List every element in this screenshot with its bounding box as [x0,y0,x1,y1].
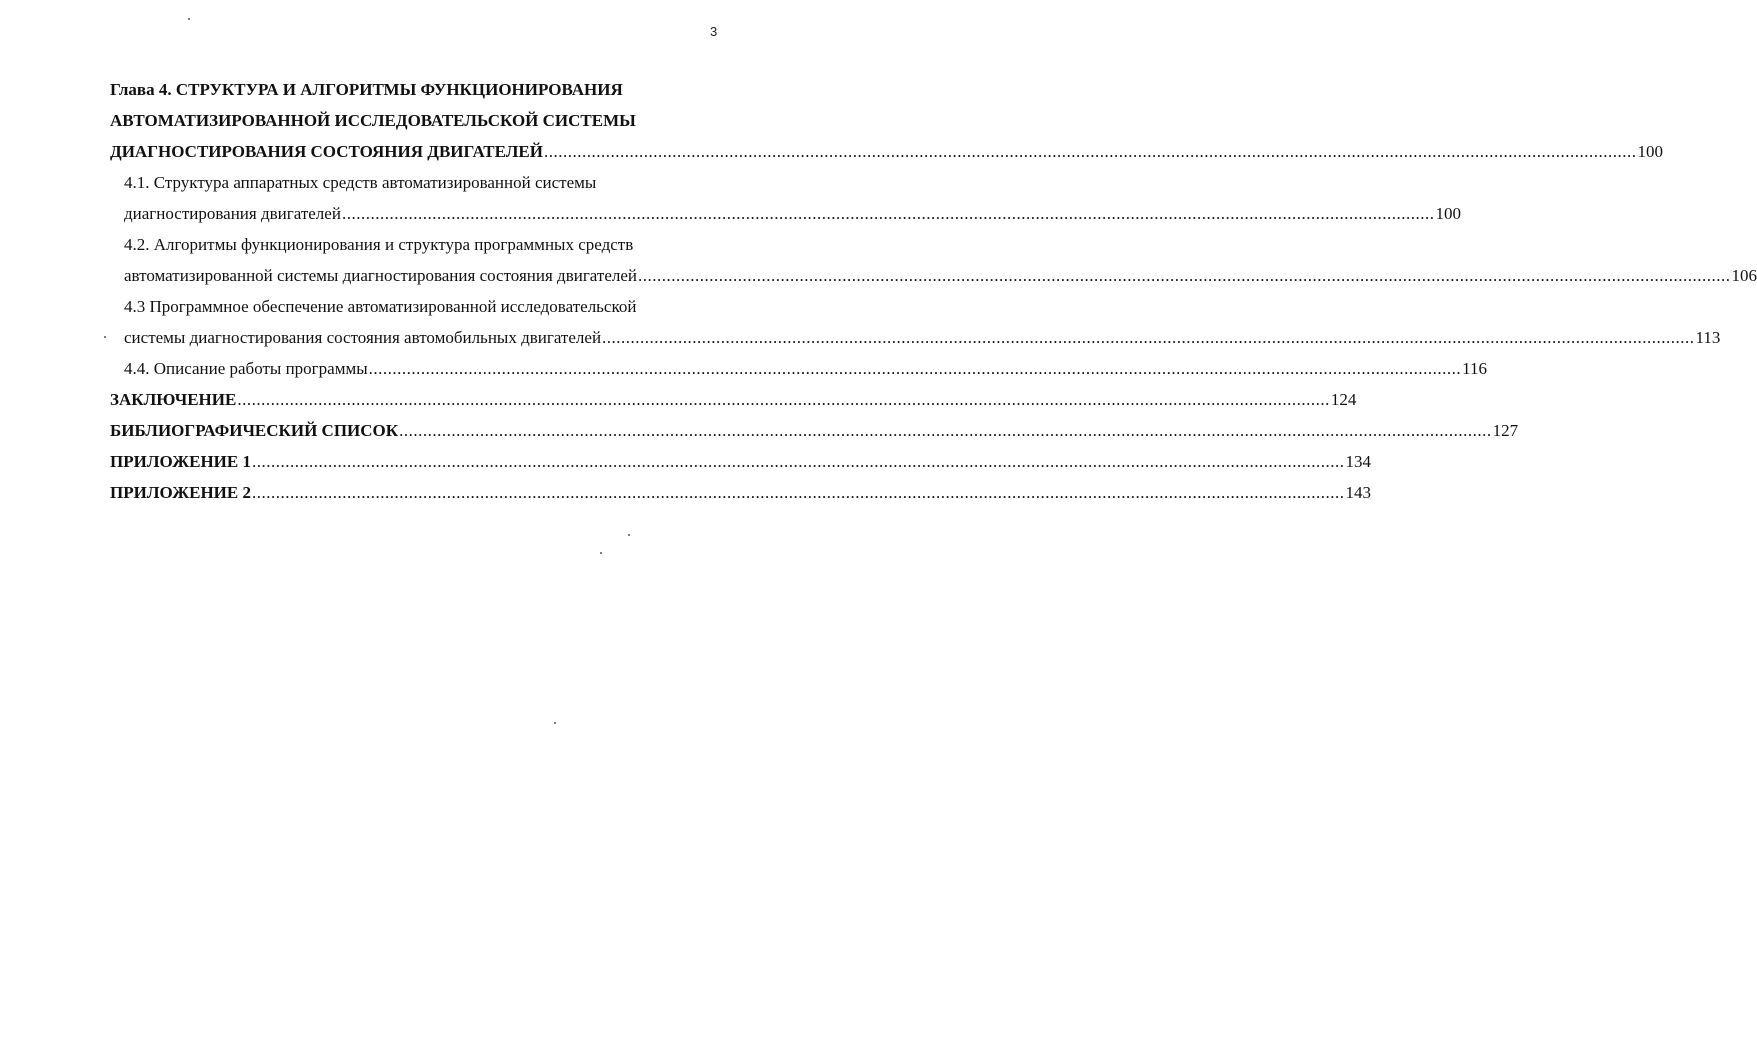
toc-leader-dots [237,384,1330,415]
toc-section-title: 4.4. Описание работы программы [124,359,368,378]
toc-page-number: 134 [1345,452,1371,471]
scan-speck [104,336,106,338]
toc-chapter-line-2 [110,105,723,136]
toc-leader-dots [602,322,1695,353]
toc-section-title: 4.1. Структура аппаратных средств автоматизированной системы [124,173,597,192]
toc-section-title: 4.3 Программное обеспечение автоматизированной исследовательской [124,297,637,316]
toc-leader-dots [252,446,1345,477]
scan-speck [600,552,602,554]
toc-section-4-1-line-2[interactable] [110,198,1461,229]
toc-entry-title: ЗАКЛЮЧЕНИЕ [110,390,237,409]
toc-leader-dots [638,260,1731,291]
toc-section-4-2-line-2[interactable] [110,260,1757,291]
scan-speck [628,534,630,536]
toc-section-4-3-line-1 [110,291,723,322]
table-of-contents [110,74,1757,508]
toc-page-number: 106 [1731,266,1757,285]
toc-section-title: диагностирования двигателей [124,204,341,223]
toc-chapter-title-2: АВТОМАТИЗИРОВАННОЙ ИССЛЕДОВАТЕЛЬСКОЙ СИСТЕМЫ [110,111,636,130]
toc-page-number: 143 [1345,483,1371,502]
toc-appendix-2[interactable] [110,477,1371,508]
toc-entry-title: БИБЛИОГРАФИЧЕСКИЙ СПИСОК [110,421,399,440]
toc-page-number: 100 [1435,204,1461,223]
toc-section-4-4[interactable] [110,353,1488,384]
scan-speck [188,18,190,20]
toc-page-number: 116 [1462,359,1488,378]
scan-speck [554,722,556,724]
toc-entry-title: ПРИЛОЖЕНИЕ 2 [110,483,251,502]
toc-chapter-title-3: ДИАГНОСТИРОВАНИЯ СОСТОЯНИЯ ДВИГАТЕЛЕЙ [110,142,543,161]
toc-page-number: 124 [1330,390,1357,409]
toc-page-number: 113 [1695,328,1721,347]
toc-leader-dots [369,353,1462,384]
toc-leader-dots [252,477,1345,508]
toc-section-title: системы диагностирования состояния автомобильных двигателей [124,328,602,347]
toc-leader-dots [544,136,1637,167]
toc-appendix-1[interactable] [110,446,1371,477]
toc-section-title: автоматизированной системы диагностирования состояния двигателей [124,266,638,285]
toc-bibliography[interactable] [110,415,1519,446]
toc-section-4-2-line-1 [110,229,723,260]
toc-leader-dots [399,415,1492,446]
toc-chapter-line-1 [110,74,723,105]
toc-chapter-title-1: Глава 4. СТРУКТУРА И АЛГОРИТМЫ ФУНКЦИОНИРОВАНИЯ [110,80,623,99]
toc-section-title: 4.2. Алгоритмы функционирования и структура программных средств [124,235,634,254]
toc-entry-title: ПРИЛОЖЕНИЕ 1 [110,452,251,471]
toc-page-number: 100 [1637,142,1663,161]
toc-chapter-line-3[interactable] [110,136,1663,167]
toc-leader-dots [342,198,1435,229]
toc-section-4-3-line-2[interactable] [110,322,1721,353]
toc-page-number: 127 [1492,421,1519,440]
page-number: 3 [710,24,718,39]
toc-conclusion[interactable] [110,384,1357,415]
toc-section-4-1-line-1 [110,167,723,198]
